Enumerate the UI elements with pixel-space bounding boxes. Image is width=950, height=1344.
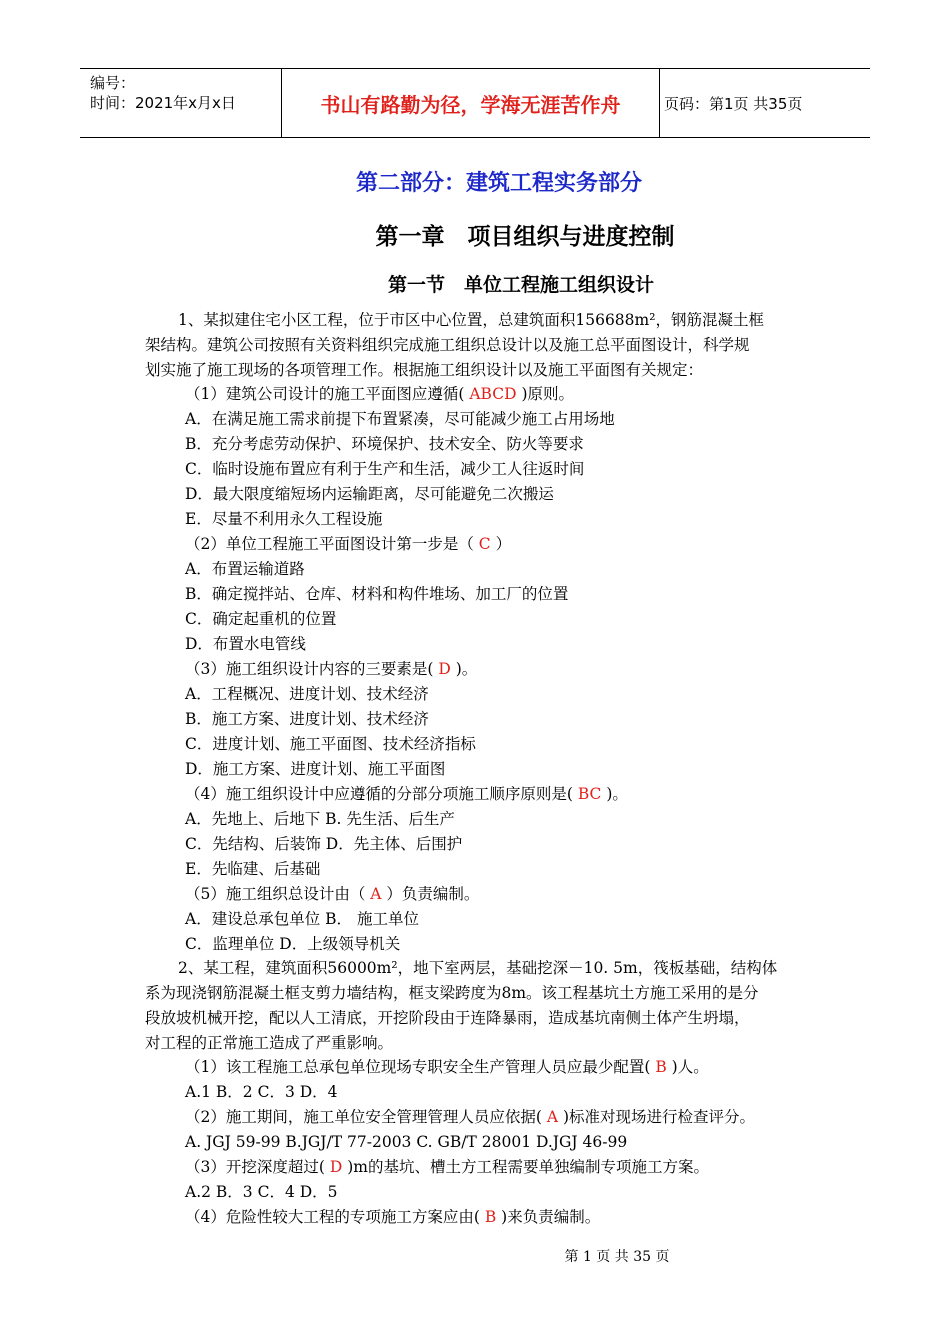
text-line <box>185 759 445 779</box>
line-text: B．施工方案、进度计划、技术经济 <box>185 710 429 728</box>
line-suffix: )原则。 <box>516 385 574 403</box>
line-text: B．确定搅拌站、仓库、材料和构件堆场、加工厂的位置 <box>185 585 569 603</box>
text-line <box>185 409 615 429</box>
line-text: D．布置水电管线 <box>185 635 306 653</box>
line-text: A．布置运输道路 <box>185 560 305 578</box>
line-text: 1、某拟建住宅小区工程，位于市区中心位置，总建筑面积156688m²，钢筋混凝土框 <box>178 311 764 329</box>
text-line <box>185 1182 338 1202</box>
line-text: 划实施了施工现场的各项管理工作。根据施工组织设计以及施工平面图有关规定： <box>145 361 704 379</box>
line-text: 架结构。建筑公司按照有关资料组织完成施工组织总设计以及施工总平面图设计，科学规 <box>145 336 750 354</box>
line-text: 系为现浇钢筋混凝土框支剪力墙结构，框支梁跨度为8m。该工程基坑土方施工采用的是分 <box>145 984 759 1002</box>
text-line <box>185 534 511 554</box>
answer-text: D <box>329 1158 343 1176</box>
text-line <box>145 1008 750 1028</box>
answer-text: C <box>478 535 491 553</box>
text-line <box>185 459 584 479</box>
text-line <box>185 734 476 754</box>
text-line <box>185 584 568 604</box>
text-line <box>178 958 777 978</box>
line-text: C．进度计划、施工平面图、技术经济指标 <box>185 735 476 753</box>
line-text: D．最大限度缩短场内运输距离，尽可能避免二次搬运 <box>185 485 554 503</box>
text-line <box>185 784 628 804</box>
text-line <box>185 484 554 504</box>
text-line <box>185 859 320 879</box>
line-text: （5）施工组织总设计由（ <box>185 885 371 903</box>
text-line <box>185 1157 709 1177</box>
header-meta <box>80 69 280 137</box>
line-suffix: )m的基坑、槽土方工程需要单独编制专项施工方案。 <box>342 1158 709 1176</box>
text-line <box>185 659 477 679</box>
line-text: C．先结构、后装饰 D．先主体、后围护 <box>185 835 463 853</box>
line-text: A．工程概况、进度计划、技术经济 <box>185 685 429 703</box>
line-suffix: )来负责编制。 <box>496 1208 601 1226</box>
line-text: 对工程的正常施工造成了严重影响。 <box>145 1034 394 1052</box>
line-suffix: )。 <box>450 660 478 678</box>
line-text: B．充分考虑劳动保护、环境保护、技术安全、防火等要求 <box>185 435 584 453</box>
line-suffix: )。 <box>601 785 628 803</box>
answer-text: D <box>438 660 451 678</box>
answer-text: A <box>370 885 382 903</box>
text-line <box>185 934 400 954</box>
line-text: D．施工方案、进度计划、施工平面图 <box>185 760 446 778</box>
text-line <box>145 1033 393 1053</box>
line-text: 段放坡机械开挖，配以人工清底，开挖阶段由于连降暴雨，造成基坑南侧土体产生坍塌， <box>145 1009 750 1027</box>
number-label: 编号： <box>90 74 136 92</box>
section-title: 第一节 单位工程施工组织设计 <box>387 274 654 296</box>
line-text: C．临时设施布置应有利于生产和生活，减少工人往返时间 <box>185 460 585 478</box>
line-text: A.2 B．3 C．4 D．5 <box>185 1183 338 1201</box>
line-text: （4）危险性较大工程的专项施工方案应由( <box>185 1208 485 1226</box>
page-footer: 第 1 页 共 35 页 <box>564 1249 670 1265</box>
line-text: （1）建筑公司设计的施工平面图应遵循( <box>185 385 470 403</box>
line-text: （1）该工程施工总承包单位现场专职安全生产管理人员应最少配置( <box>185 1058 656 1076</box>
text-line <box>185 709 429 729</box>
line-text: （3）开挖深度超过( <box>185 1158 330 1176</box>
text-line <box>185 909 419 929</box>
line-text: A．建设总承包单位 B． 施工单位 <box>185 910 419 928</box>
text-line <box>185 634 306 654</box>
text-line <box>185 834 462 854</box>
line-suffix: )人。 <box>666 1058 709 1076</box>
text-line <box>145 360 703 380</box>
line-text: A.1 B．2 C．3 D．4 <box>185 1083 338 1101</box>
line-suffix: ）负责编制。 <box>381 885 480 903</box>
text-line <box>185 809 455 829</box>
text-line <box>185 1057 709 1077</box>
answer-text: BC <box>577 785 602 803</box>
motto: 书山有路勤为径，学海无涯苦作舟 <box>281 69 660 137</box>
text-line <box>185 684 429 704</box>
text-line <box>185 1207 600 1227</box>
text-line <box>145 983 759 1003</box>
answer-text: ABCD <box>469 385 517 403</box>
answer-text: B <box>655 1058 667 1076</box>
page-info: 页码：第1页 共35页 <box>664 94 803 113</box>
line-text: C．监理单位 D．上级领导机关 <box>185 935 401 953</box>
line-text: （4）施工组织设计中应遵循的分部分项施工顺序原则是( <box>185 785 578 803</box>
text-line <box>185 434 584 454</box>
line-text: A. JGJ 59-99 B.JGJ/T 77-2003 C. GB/T 28001 D.JGJ 46-99 <box>185 1133 628 1151</box>
text-line <box>178 310 764 330</box>
line-text: （3）施工组织设计内容的三要素是( <box>185 660 439 678</box>
text-line <box>185 509 382 529</box>
text-line <box>185 609 336 629</box>
text-line <box>145 335 750 355</box>
line-text: A．在满足施工需求前提下布置紧凑，尽可能减少施工占用场地 <box>185 410 615 428</box>
line-suffix: )标准对现场进行检查评分。 <box>558 1108 756 1126</box>
line-text: 2、某工程，建筑面积56000m²，地下室两层，基础挖深－10. 5m，筏板基础，结构体 <box>178 959 778 977</box>
text-line <box>185 384 574 404</box>
line-text: （2）施工期间，施工单位安全管理管理人员应依据( <box>185 1108 547 1126</box>
line-text: （2）单位工程施工平面图设计第一步是（ <box>185 535 479 553</box>
line-text: C．确定起重机的位置 <box>185 610 337 628</box>
header-table <box>80 68 870 138</box>
answer-text: A <box>546 1108 559 1126</box>
text-line <box>185 1082 338 1102</box>
text-line <box>185 884 479 904</box>
text-line <box>185 1107 755 1127</box>
line-text: E．尽量不利用永久工程设施 <box>185 510 383 528</box>
date-label: 时间：2021年x月x日 <box>90 94 236 112</box>
line-text: A．先地上、后地下 B. 先生活、后生产 <box>185 810 455 828</box>
line-text: E．先临建、后基础 <box>185 860 321 878</box>
chapter-title: 第一章 项目组织与进度控制 <box>375 224 675 250</box>
line-suffix: ） <box>490 535 512 553</box>
answer-text: B <box>484 1208 497 1226</box>
part-title: 第二部分：建筑工程实务部分 <box>355 171 642 196</box>
text-line <box>185 1132 627 1152</box>
text-line <box>185 559 305 579</box>
